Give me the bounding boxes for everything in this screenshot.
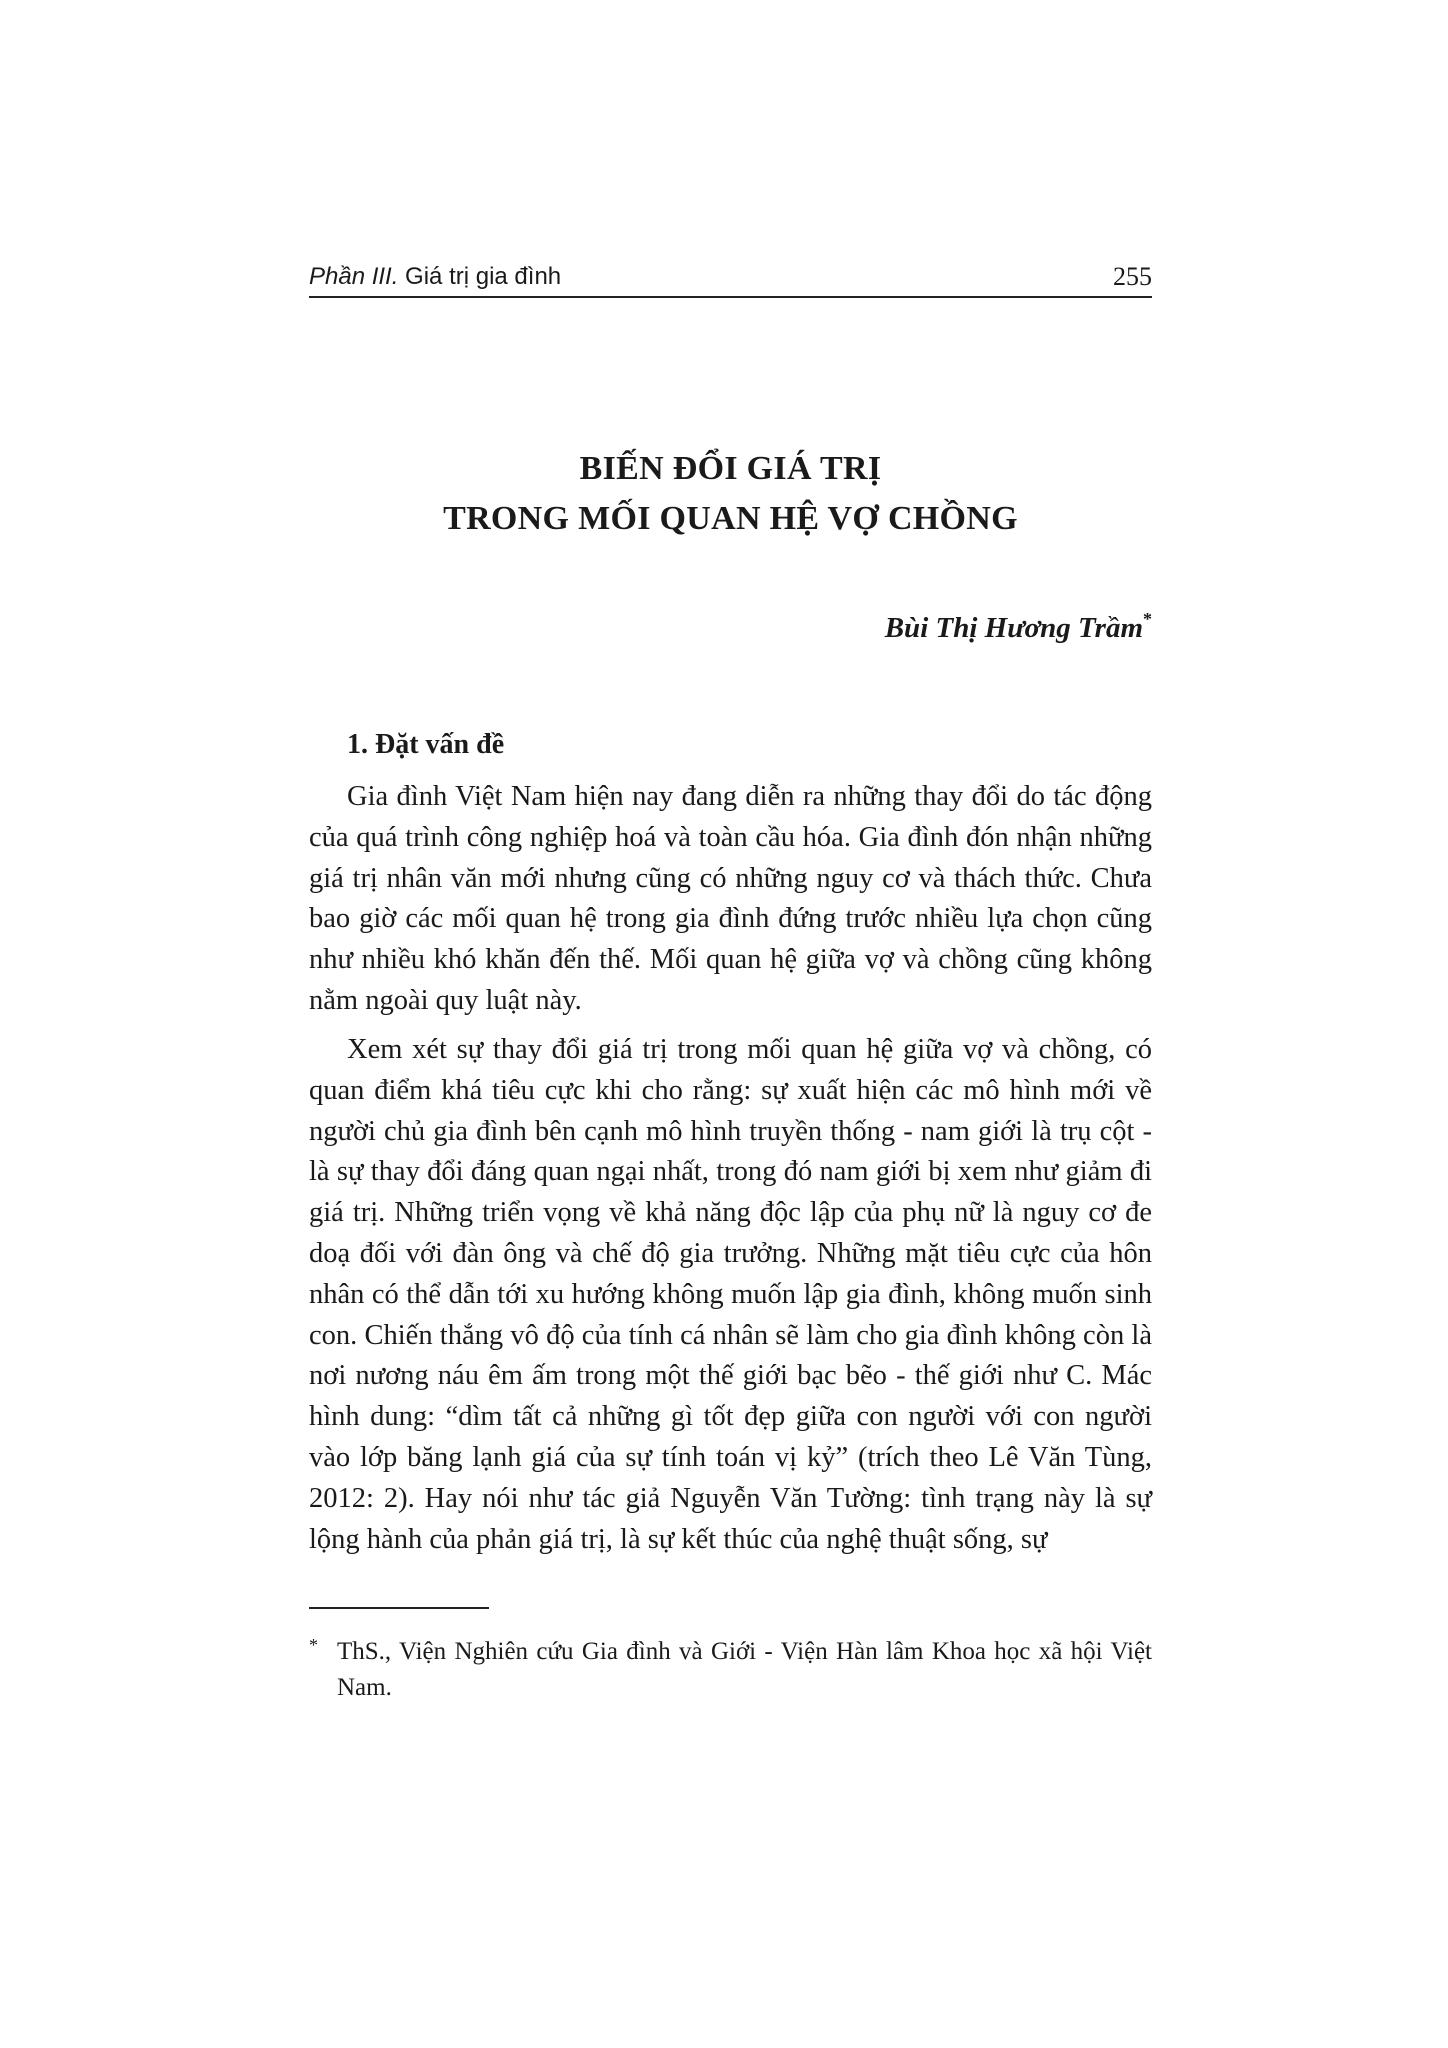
- footnote-mark: *: [309, 1635, 318, 1655]
- body-paragraph-1: Gia đình Việt Nam hiện nay đang diễn ra những thay đổi do tác động của quá trình công nghiệp hoá và toàn cầu hóa. Gia đình đón nhận những giá trị nhân văn mới nhưng cũng có những nguy cơ và thách thức. Chưa bao giờ các mối quan hệ trong gia đình đứng trước nhiều lựa chọn cũng như nhiều khó khăn đến thế. Mối quan hệ giữa vợ và chồng cũng không nằm ngoài quy luật này.: [309, 781, 1152, 1016]
- author-byline: [885, 601, 1152, 646]
- article-title-line-1: BIẾN ĐỔI GIÁ TRỊ: [579, 450, 882, 487]
- footnote-divider: [309, 1607, 489, 1609]
- section-heading: 1. Đặt vấn đề: [347, 729, 505, 760]
- running-header: [309, 262, 1152, 298]
- body-paragraph-2: Xem xét sự thay đổi giá trị trong mối quan hệ giữa vợ và chồng, có quan điểm khá tiêu cực khi cho rằng: sự xuất hiện các mô hình mới về người chủ gia đình bên cạnh mô hình truyền thống - nam giới là trụ cột - là sự thay đổi đáng quan ngại nhất, trong đó nam giới bị xem như giảm đi giá trị. Những triển vọng về khả năng độc lập của phụ nữ là nguy cơ đe doạ đối với đàn ông và chế độ gia trưởng. Những mặt tiêu cực của hôn nhân có thể dẫn tới xu hướng không muốn lập gia đình, không muốn sinh con. Chiến thắng vô độ của tính cá nhân sẽ làm cho gia đình không còn là nơi nương náu êm ấm trong một thế giới bạc bẽo - thế giới như C. Mác hình dung: “dìm tất cả những gì tốt đẹp giữa con người với con người vào lớp băng lạnh giá của sự tính toán vị kỷ” (trích theo Lê Văn Tùng, 2012: 2). Hay nói như tác giả Nguyễn Văn Tường: tình trạng này là sự lộng hành của phản giá trị, là sự kết thúc của nghệ thuật sống, sự: [309, 1034, 1152, 1555]
- part-title: Giá trị gia đình: [398, 263, 562, 290]
- footnote: [309, 1627, 1152, 1706]
- footnote-text: ThS., Viện Nghiên cứu Gia đình và Giới - Viện Hàn lâm Khoa học xã hội Việt Nam.: [337, 1638, 1152, 1701]
- author-footnote-mark: *: [1143, 609, 1152, 629]
- part-label: Phần III.: [309, 263, 399, 290]
- running-header-section: [309, 262, 561, 292]
- article-title-line-2: TRONG MỐI QUAN HỆ VỢ CHỒNG: [443, 500, 1018, 537]
- page-number: 255: [1113, 262, 1152, 291]
- author-name: Bùi Thị Hương Trầm: [884, 612, 1143, 644]
